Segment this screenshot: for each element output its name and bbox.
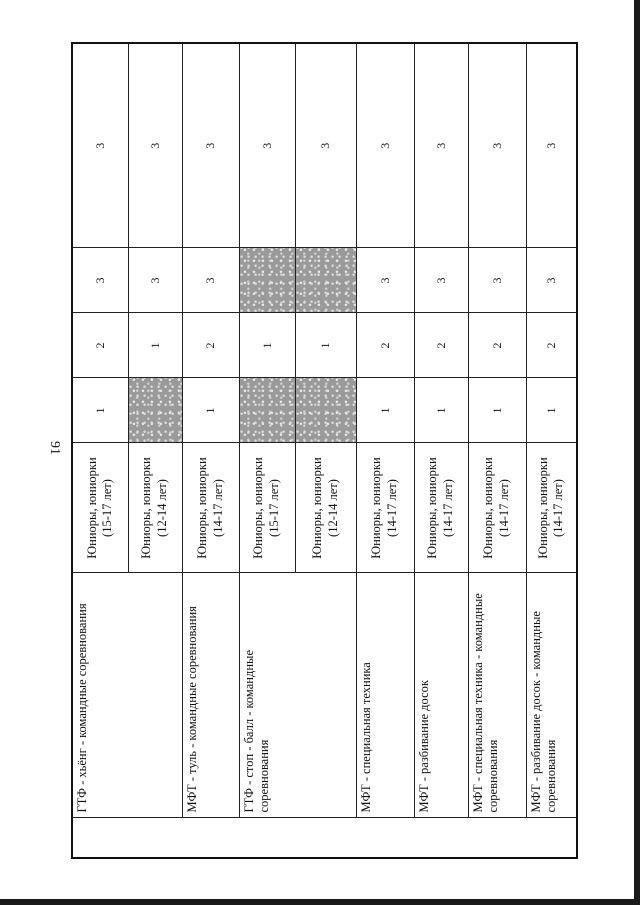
age-cell: Юниоры, юниорки (14-17 лет)	[356, 443, 414, 573]
shaded-cell	[295, 378, 356, 443]
value-cell-c3: 3	[526, 248, 577, 313]
event-cell: ГТФ - стоп - балл - командные соревнования	[239, 573, 356, 818]
shaded-cell	[295, 248, 356, 313]
event-cell: МФТ - разбивание досок - командные соревнования	[526, 573, 577, 818]
value-cell-c1: 1	[526, 378, 577, 443]
value-cell-c3: 3	[356, 248, 414, 313]
value-cell-c2: 2	[468, 313, 526, 378]
value-cell-c4: 3	[239, 43, 295, 248]
table-row	[468, 43, 526, 858]
age-cell: Юниоры, юниорки (12-14 лет)	[128, 443, 182, 573]
value-cell-c2: 2	[182, 313, 239, 378]
value-cell-c1: 1	[414, 378, 468, 443]
event-cell: МФТ - туль - командные соревнования	[182, 573, 239, 818]
table-row	[182, 43, 239, 858]
value-cell-c2: 2	[356, 313, 414, 378]
value-cell-c2: 1	[239, 313, 295, 378]
table-row	[526, 43, 577, 858]
event-cell: ГТФ - хьёнг - командные соревнования	[72, 573, 182, 818]
page-number: 91	[47, 441, 62, 455]
age-cell: Юниоры, юниорки (14-17 лет)	[182, 443, 239, 573]
sports-ranks-table	[71, 42, 578, 859]
value-cell-c3: 3	[128, 248, 182, 313]
age-cell: Юниоры, юниорки (14-17 лет)	[414, 443, 468, 573]
value-cell-c1: 1	[356, 378, 414, 443]
value-cell-c1: 1	[72, 378, 128, 443]
value-cell-c2: 2	[414, 313, 468, 378]
age-cell: Юниоры, юниорки (15-17 лет)	[72, 443, 128, 573]
landscape-table-container	[71, 44, 576, 859]
value-cell-c2: 2	[526, 313, 577, 378]
table-row	[72, 43, 128, 858]
value-cell-c4: 3	[526, 43, 577, 248]
table-row	[414, 43, 468, 858]
value-cell-c4: 3	[356, 43, 414, 248]
scan-edge-right	[634, 0, 640, 905]
age-cell: Юниоры, юниорки (12-14 лет)	[295, 443, 356, 573]
rotated-table-area	[71, 44, 576, 859]
table-row	[239, 43, 295, 858]
age-cell: Юниоры, юниорки (15-17 лет)	[239, 443, 295, 573]
event-cell: МФТ - специальная техника	[356, 573, 414, 818]
table-row	[356, 43, 414, 858]
value-cell-c4: 3	[414, 43, 468, 248]
value-cell-c4: 3	[72, 43, 128, 248]
age-cell: Юниоры, юниорки (14-17 лет)	[526, 443, 577, 573]
value-cell-c4: 3	[182, 43, 239, 248]
value-cell-c3: 3	[414, 248, 468, 313]
value-cell-c4: 3	[295, 43, 356, 248]
value-cell-c2: 1	[128, 313, 182, 378]
value-cell-c2: 2	[72, 313, 128, 378]
blank-left-column	[72, 818, 577, 858]
value-cell-c4: 3	[468, 43, 526, 248]
value-cell-c1: 1	[182, 378, 239, 443]
value-cell-c3: 3	[72, 248, 128, 313]
shaded-cell	[239, 248, 295, 313]
value-cell-c4: 3	[128, 43, 182, 248]
value-cell-c2: 1	[295, 313, 356, 378]
value-cell-c1: 1	[468, 378, 526, 443]
age-cell: Юниоры, юниорки (14-17 лет)	[468, 443, 526, 573]
scan-edge-bottom	[0, 899, 640, 905]
event-cell: МФТ - разбивание досок	[414, 573, 468, 818]
shaded-cell	[128, 378, 182, 443]
shaded-cell	[239, 378, 295, 443]
event-cell: МФТ - специальная техника - командные соревнования	[468, 573, 526, 818]
value-cell-c3: 3	[182, 248, 239, 313]
value-cell-c3: 3	[468, 248, 526, 313]
